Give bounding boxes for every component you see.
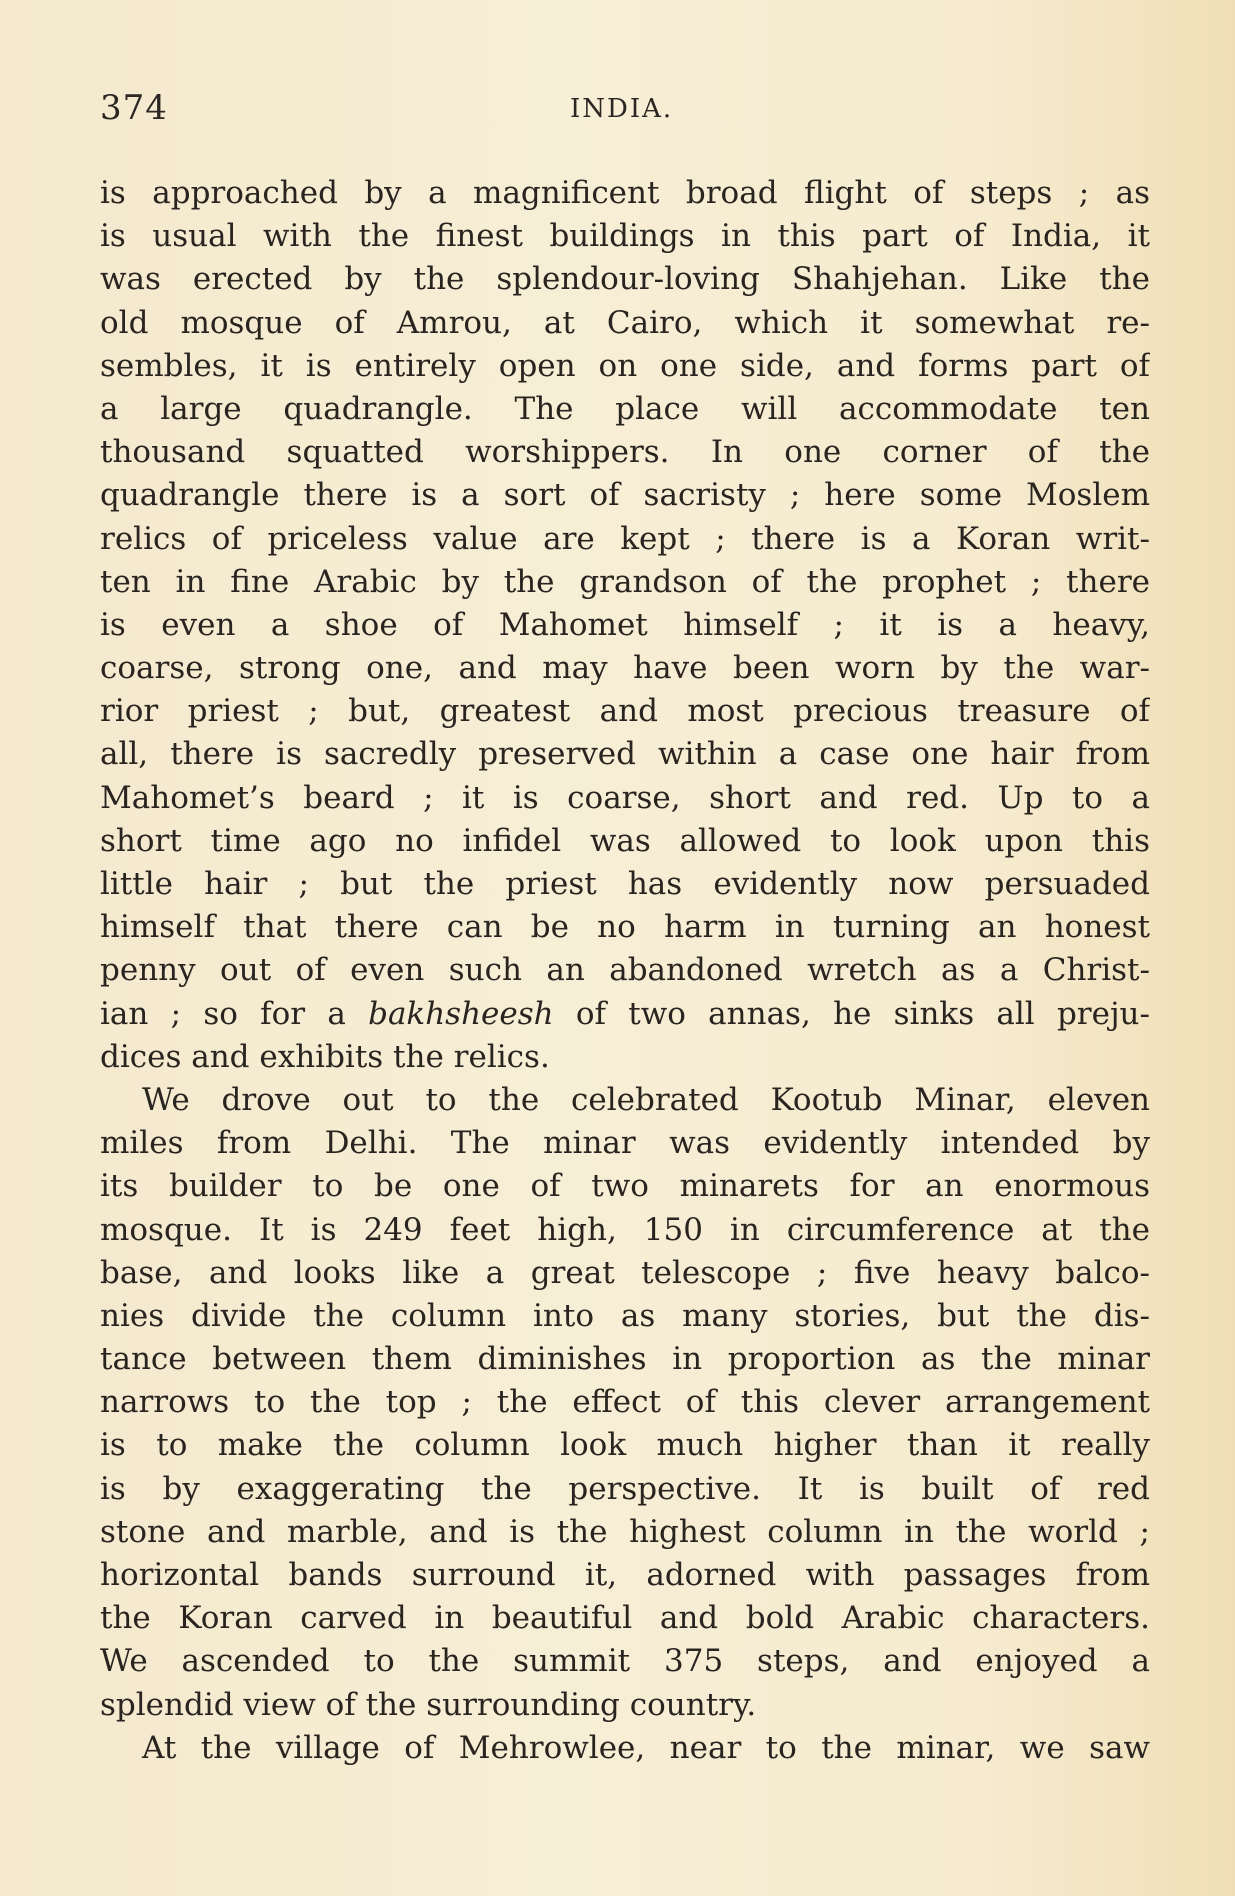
body-text xyxy=(100,172,1150,1770)
text-line: all, there is sacredly preserved within a case one hair from xyxy=(100,736,1150,773)
text-line: is by exaggerating the perspective. It is built of red xyxy=(100,1470,1150,1507)
text-line: nies divide the column into as many stories, but the dis- xyxy=(100,1297,1150,1334)
text-line: penny out of even such an abandoned wretch as a Christ- xyxy=(100,952,1150,989)
text-line: rior priest ; but, greatest and most precious treasure of xyxy=(100,693,1150,730)
text-line-italic-term xyxy=(100,993,1150,1036)
text-line: himself that there can be no harm in turning an honest xyxy=(100,909,1150,946)
text-line: quadrangle there is a sort of sacristy ; here some Moslem xyxy=(100,477,1150,514)
italic-term: bakhsheesh xyxy=(368,995,554,1032)
text-line: sembles, it is entirely open on one side, and forms part of xyxy=(100,347,1150,384)
text-line: little hair ; but the priest has evidently now persuaded xyxy=(100,866,1150,902)
text-line: its builder to be one of two minarets for an enormous xyxy=(100,1168,1150,1205)
text-line: horizontal bands surround it, adorned with passages from xyxy=(100,1557,1150,1593)
text-line: was erected by the splendour-loving Shahjehan. Like the xyxy=(100,261,1150,298)
running-title: INDIA. xyxy=(570,94,674,124)
text-line: coarse, strong one, and may have been worn by the war- xyxy=(100,650,1150,687)
text-line: old mosque of Amrou, at Cairo, which it somewhat re- xyxy=(100,304,1150,341)
text-line: miles from Delhi. The minar was evidently intended by xyxy=(100,1125,1150,1162)
text-line: relics of priceless value are kept ; there is a Koran writ- xyxy=(100,520,1150,557)
text-line: ten in fine Arabic by the grandson of the prophet ; there xyxy=(100,563,1150,600)
paragraph-end-line: dices and exhibits the relics. xyxy=(100,1038,550,1075)
text-line: narrows to the top ; the effect of this clever arrangement xyxy=(100,1384,1150,1421)
text-line: is to make the column look much higher than it really xyxy=(100,1427,1150,1464)
text-run: ian ; so for a xyxy=(100,995,369,1032)
text-line: Mahomet’s beard ; it is coarse, short and red. Up to a xyxy=(100,779,1150,816)
text-line: We ascended to the summit 375 steps, and enjoyed a xyxy=(100,1643,1150,1680)
paragraph-start-line: We drove out to the celebrated Kootub Minar, eleven xyxy=(142,1081,1150,1118)
text-line: mosque. It is 249 feet high, 150 in circumference at the xyxy=(100,1211,1150,1248)
running-head xyxy=(100,88,1150,132)
text-line: is approached by a magnificent broad flight of steps ; as xyxy=(100,175,1150,211)
text-run: of two annas, he sinks all preju- xyxy=(553,995,1150,1032)
text-line: the Koran carved in beautiful and bold Arabic characters. xyxy=(100,1600,1150,1637)
text-line: short time ago no infidel was allowed to look upon this xyxy=(100,822,1150,859)
page-number: 374 xyxy=(100,88,168,128)
text-line: base, and looks like a great telescope ; five heavy balco- xyxy=(100,1254,1150,1291)
text-line: thousand squatted worshippers. In one corner of the xyxy=(100,434,1150,471)
paragraph-start-line: At the village of Mehrowlee, near to the minar, we saw xyxy=(142,1729,1150,1766)
text-line: a large quadrangle. The place will accommodate ten xyxy=(100,390,1150,427)
text-line: stone and marble, and is the highest column in the world ; xyxy=(100,1513,1150,1550)
text-line: tance between them diminishes in proportion as the minar xyxy=(100,1341,1150,1378)
paragraph-end-line: splendid view of the surrounding country. xyxy=(100,1686,757,1723)
text-line: is usual with the finest buildings in this part of India, it xyxy=(100,218,1150,255)
text-line: is even a shoe of Mahomet himself ; it is a heavy, xyxy=(100,606,1150,643)
